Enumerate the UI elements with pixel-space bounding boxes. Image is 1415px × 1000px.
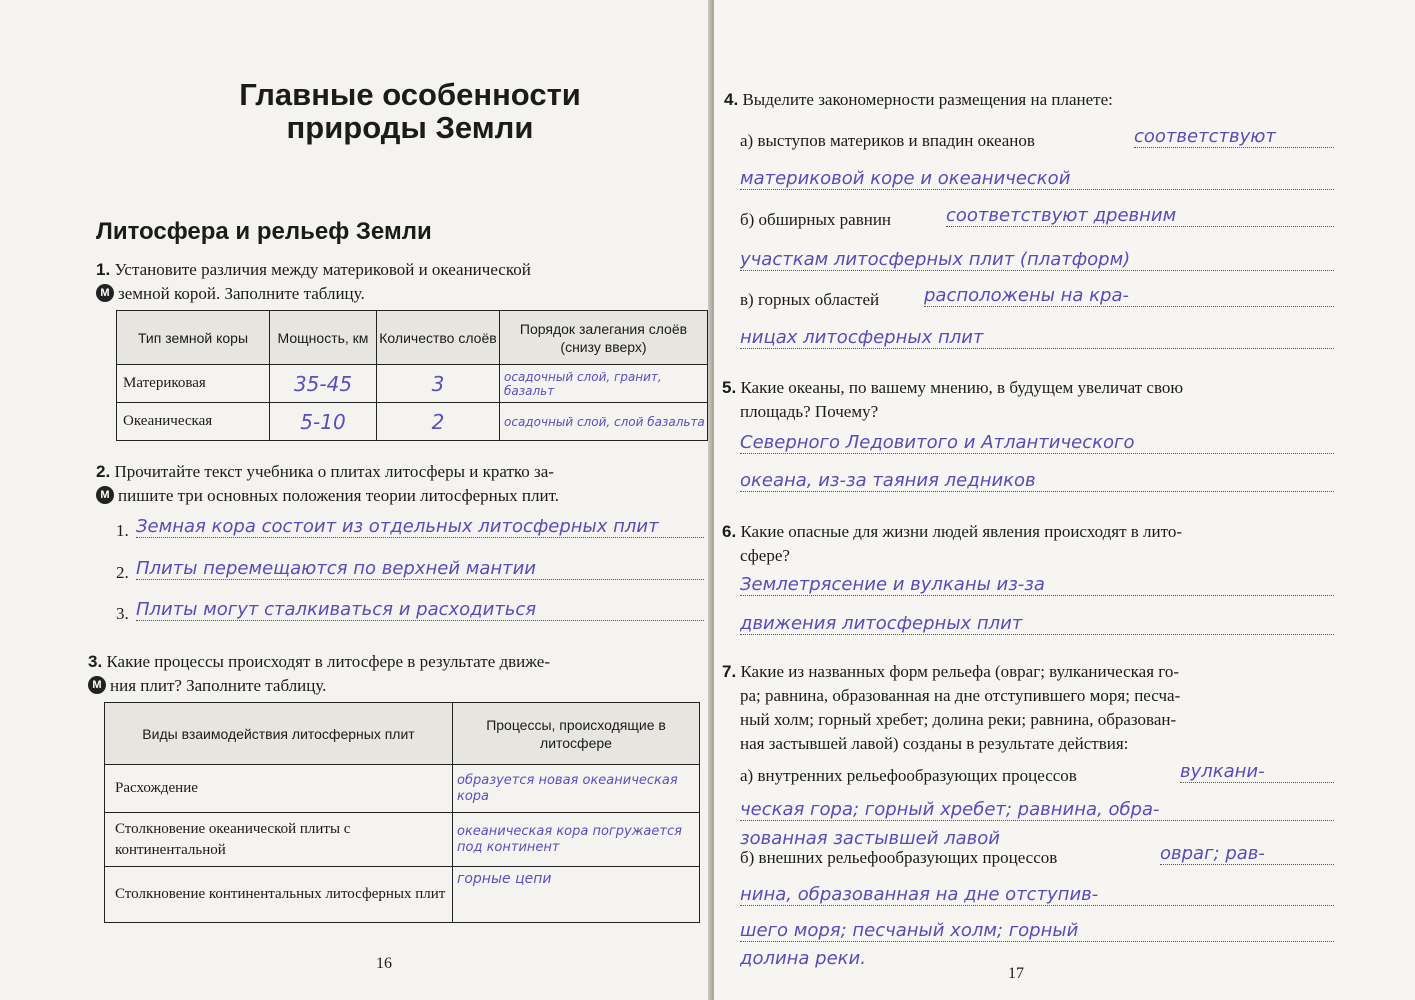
plates-row-type: Столкновение океанической плиты с континентальной <box>105 813 453 867</box>
list-item-number: 2. <box>116 563 129 582</box>
answer-line: Землетрясение и вулканы из-за <box>740 574 1334 596</box>
answer-line: соответствуют древним <box>946 205 1334 227</box>
answer-line: долина реки. <box>740 948 866 969</box>
answer-line: Земная кора состоит из отдельных литосферных плит <box>136 516 704 538</box>
plates-header-process: Процессы, происходящие в литосфере <box>453 703 700 765</box>
crust-row-order: осадочный слой, гранит, базальт <box>500 365 708 403</box>
answer-line: зованная застывшей лавой <box>740 828 1000 849</box>
q7-a-label: а) внутренних рельефообразующих процессов <box>740 766 1077 785</box>
crust-header-thickness: Мощность, км <box>270 311 377 365</box>
m-icon: M <box>96 486 114 504</box>
answer-line: ницах литосферных плит <box>740 327 1334 349</box>
answer-line: расположены на кра- <box>924 285 1334 307</box>
crust-header-type: Тип земной коры <box>117 311 270 365</box>
crust-row-layers: 2 <box>377 403 500 441</box>
question-5: 5. Какие океаны, по вашему мнению, в будущем увеличат свою площадь? Почему? <box>722 378 1184 421</box>
plates-row-process: образуется новая океаническая кора <box>453 765 700 813</box>
crust-row-type: Океаническая <box>117 403 270 441</box>
list-item-number: 1. <box>116 521 129 540</box>
page-number: 17 <box>1008 965 1024 982</box>
crust-table <box>116 310 708 441</box>
answer-line: материковой коре и океанической <box>740 168 1334 190</box>
question-6: 6. Какие опасные для жизни людей явления происходят в лито- сфере? <box>722 522 1182 565</box>
question-1: 1. Установите различия между материковой и океанической земной корой. Заполните таблицу. <box>96 260 531 303</box>
answer-line: океана, из-за таяния ледников <box>740 470 1334 492</box>
answer-line: движения литосферных плит <box>740 613 1334 635</box>
m-icon: M <box>96 284 114 302</box>
crust-header-layers: Количество слоёв <box>377 311 500 365</box>
answer-line: Северного Ледовитого и Атлантического <box>740 432 1334 454</box>
question-7: 7. Какие из названных форм рельефа (овраг; вулканическая го- ра; равнина, образованная на дне отступившего моря; песча- ный холм; горный хребет; долина реки; равнина, образован- ная застывшей лавой) созданы в результате действия: <box>722 662 1181 753</box>
q4-a-label: а) выступов материков и впадин океанов <box>740 131 1035 150</box>
plates-row-type: Столкновение континентальных литосферных плит <box>105 867 453 923</box>
q7-b-label: б) внешних рельефообразующих процессов <box>740 848 1058 867</box>
answer-line: Плиты могут сталкиваться и расходиться <box>136 599 704 621</box>
crust-row-layers: 3 <box>377 365 500 403</box>
crust-row-order: осадочный слой, слой базальта <box>500 403 708 441</box>
question-4: 4. Выделите закономерности размещения на планете: <box>724 90 1113 109</box>
q4-b-label: б) обширных равнин <box>740 210 892 229</box>
section-subtitle: Литосфера и рельеф Земли <box>96 218 432 245</box>
answer-line: нина, образованная на дне отступив- <box>740 884 1334 906</box>
plates-header-type: Виды взаимодействия литосферных плит <box>105 703 453 765</box>
q4-c-label: в) горных областей <box>740 290 880 309</box>
title-line-2: природы Земли <box>286 110 534 145</box>
page-title <box>200 78 620 144</box>
plates-row-process: океаническая кора погружается под континент <box>453 813 700 867</box>
answer-line: Плиты перемещаются по верхней мантии <box>136 558 704 580</box>
answer-line: участкам литосферных плит (платформ) <box>740 249 1334 271</box>
m-icon: M <box>88 676 106 694</box>
crust-row-thickness: 35-45 <box>270 365 377 403</box>
crust-row-type: Материковая <box>117 365 270 403</box>
right-page <box>714 0 1415 1000</box>
answer-line: ческая гора; горный хребет; равнина, обра- <box>740 799 1334 821</box>
question-3: 3. Какие процессы происходят в литосфере в результате движе- ния плит? Заполните таблицу. <box>88 652 550 695</box>
answer-line: соответствуют <box>1134 126 1334 148</box>
answer-line: овраг; рав- <box>1160 843 1334 865</box>
plates-row-type: Расхождение <box>105 765 453 813</box>
crust-row-thickness: 5-10 <box>270 403 377 441</box>
answer-line: шего моря; песчаный холм; горный <box>740 920 1334 942</box>
list-item-number: 3. <box>116 604 129 623</box>
question-2: 2. Прочитайте текст учебника о плитах литосферы и кратко за- пишите три основных положения теории литосферных плит. <box>96 462 560 505</box>
crust-header-order: Порядок залегания слоёв (снизу вверх) <box>500 311 708 365</box>
answer-line: вулкани- <box>1180 761 1334 783</box>
title-line-1: Главные особенности <box>239 77 581 112</box>
plates-row-process: горные цепи <box>453 867 700 923</box>
page-number: 16 <box>376 955 392 972</box>
plates-table <box>104 702 700 923</box>
